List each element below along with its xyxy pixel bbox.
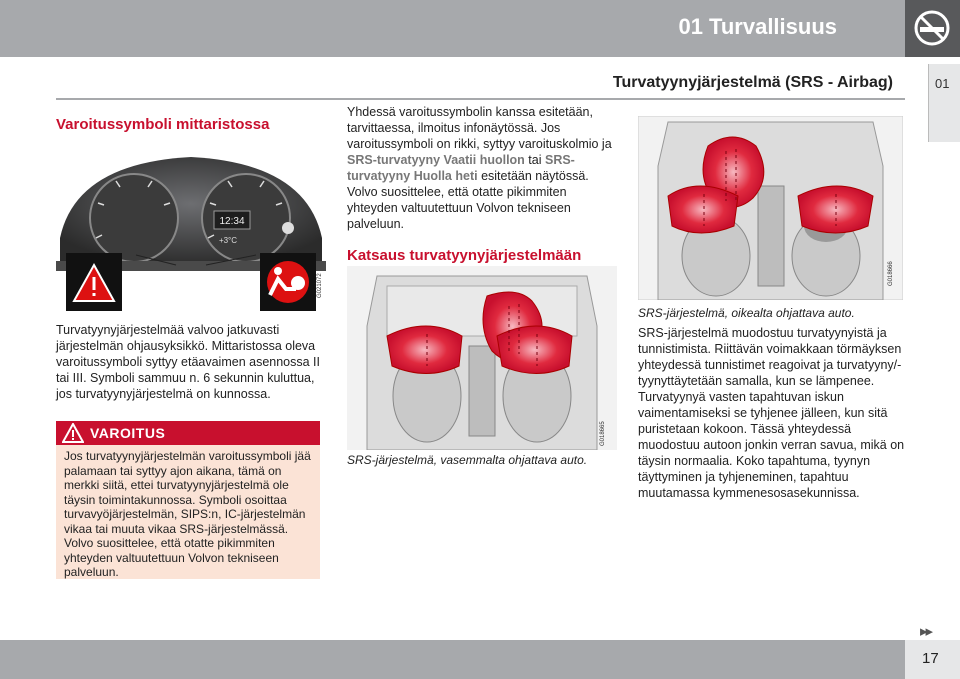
footer-bar <box>0 640 905 679</box>
next-page-arrow-icon[interactable]: ▸▸ <box>920 623 932 640</box>
warning-text: Jos turvatyynyjärjestelmän varoitussymboli jää palamaan tai syttyy ajon aikana, tämä on merkki siitä, ettei turvatyynyjärjestelmä ole täysin toimintakunnossa. Symboli osoittaa turvavyöjärjestelmän, SIPS:n, IC-järjestelmän vikaa tai muuta vikaa SRS-järjestelmässä. Volvo suosittelee, että otatte pikimmiten yhteyden valtuutettuun Volvon tekniseen palveluun. <box>64 449 311 579</box>
left-paragraph: Turvatyynyjärjestelmää valvoo jatkuvasti järjestelmän ohjausyksikkö. Mittaristossa oleva varoitussymboli syttyy etäavaimen asennossa II tai III. Symboli sammuu n. 6 sekunnin kuluttua, jos turvatyynyjärjestelmä on kunnossa. <box>56 323 321 401</box>
warning-header <box>56 421 320 445</box>
middle-text-c: tai <box>524 153 545 167</box>
right-paragraph: SRS-järjestelmä muodostuu turvatyynyistä ja tunnistimista. Riittävän voimakkaan törmäyksen yhteydessä tunnistimet reagoivat ja turvatyyny/-tyynyttäytetään samalla, kun se lämpenee. Turvatyynyä vasten tapahtuvan iskun vaimentamiseksi se tyhjenee jälleen, kun sitä puristetaan kokoon. Tässä yhteydessä muodostuu autoon jonkin verran savua, mikä on täysin normaalia. Koko tapahtuma, tyynyn täyttyminen ja tyhjeneminen, tapahtuu muutamassa kymmenesosasekunnissa. <box>638 326 905 500</box>
dash-clock: 12:34 <box>219 216 245 227</box>
warning-triangle-icon <box>62 423 84 443</box>
message-service-urgent: SRS-turvatyyny Huolla heti <box>347 153 575 183</box>
middle-text-e: esitetään näytössä. Volvo suosittelee, että otatte pikimmiten yhteyden valtuutettuun Volvon tekniseen palveluun. <box>347 169 589 231</box>
airbag-rhd-image <box>638 116 903 300</box>
middle-text-a: Yhdessä varoitussymbolin kanssa esitetään, tarvittaessa, ilmoitus infonäytössä. Jos varoitussymboli on rikki, syttyy varoituskolmio ja <box>347 105 612 151</box>
warning-label: VAROITUS <box>90 425 166 441</box>
chapter-title: 01 Turvallisuus <box>678 14 837 39</box>
middle-heading: Katsaus turvatyynyjärjestelmään <box>347 247 582 264</box>
chapter-header-bar <box>0 0 905 57</box>
airbag-lhd-image <box>347 266 617 450</box>
no-smoking-safety-icon <box>905 0 960 57</box>
page-number-box <box>905 640 960 679</box>
message-service-required: SRS-turvatyyny Vaatii huollon <box>347 153 525 167</box>
left-heading: Varoitussymboli mittaristossa <box>56 116 270 133</box>
warning-box <box>56 421 320 579</box>
image-code-right: G018666 <box>888 261 894 286</box>
image-code-left: G021072 <box>317 273 323 298</box>
dash-temp: +3°C <box>218 236 238 245</box>
page-number: 17 <box>922 650 939 667</box>
section-title: Turvatyynyjärjestelmä (SRS - Airbag) <box>612 74 893 91</box>
middle-paragraph <box>347 104 617 232</box>
image-code-middle: G018665 <box>600 421 606 446</box>
instrument-cluster-image <box>56 143 326 321</box>
chapter-tab[interactable] <box>928 64 960 142</box>
right-caption: SRS-järjestelmä, oikealta ohjattava auto. <box>638 306 855 320</box>
middle-caption: SRS-järjestelmä, vasemmalta ohjattava auto. <box>347 453 588 467</box>
section-header <box>56 64 905 100</box>
chapter-tab-label: 01 <box>935 76 950 91</box>
